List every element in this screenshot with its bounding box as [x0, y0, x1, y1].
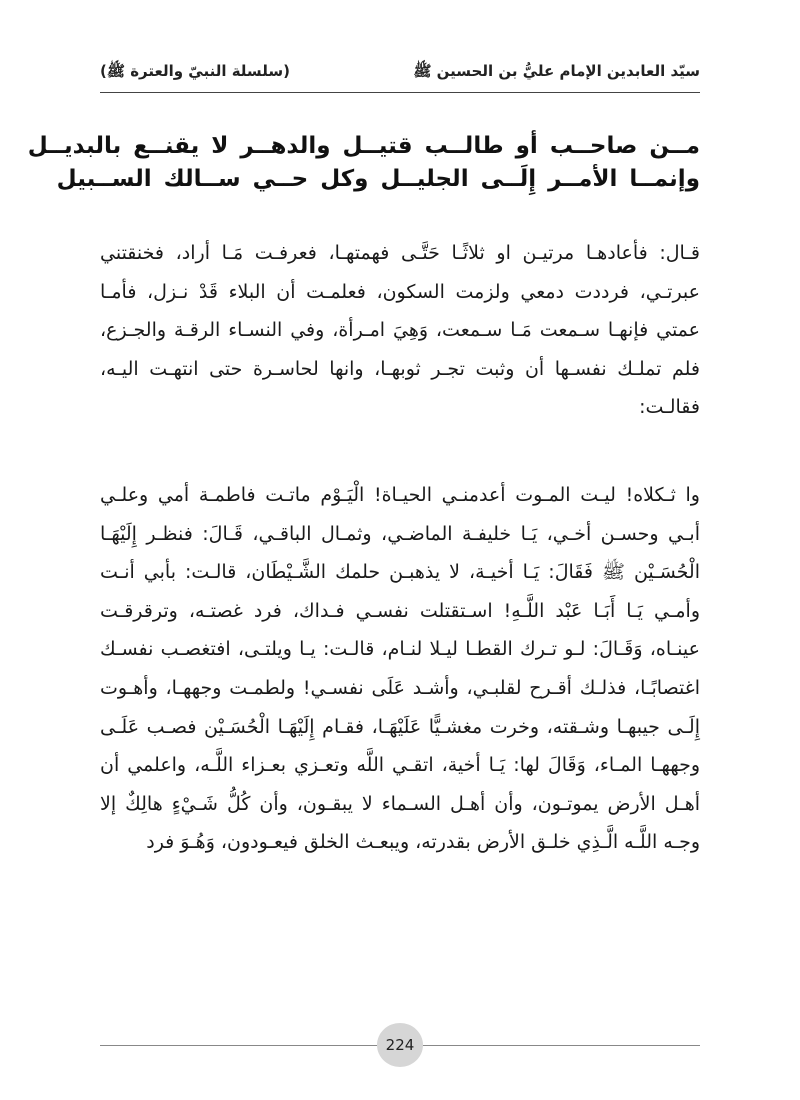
poem-line-1: مــن صاحــب أو طالــب قتيــل والدهــر لا يقنــع بالبديــل — [27, 133, 700, 159]
paragraph-text: قـال: فأعادهـا مرتيـن او ثلاثًـا حَتَّـى فهمتهـا، فعرفـت مَـا أراد، فخنقتني عبرتـي، فرددت دمعي ولزمت السكون، فعلمـت أن البلاء قَدْ نـزل، فأمـا عمتي فإنهـا سـمعت مَـا سـمعت، وَهِيَ امـرأة، وفي النسـاء الرقـة والجـزع، فلم تملـك نفسـها أن وثبت تجـر ثوبهـا، وانها لحاسـرة حتى انتهـت اليـه، فقالـت: — [100, 242, 700, 419]
poem-verses — [27, 130, 700, 196]
paragraph-2 — [100, 476, 700, 862]
page-number-badge: 224 — [377, 1023, 423, 1067]
poem-line-2: وإنمــا الأمــر إِلَــى الجليــل وكل حــي ســالك الســبيل — [56, 166, 700, 192]
book-title: سيّد العابدين الإمام عليُّ بن الحسين ﷺ — [413, 62, 700, 80]
running-header — [100, 56, 700, 90]
paragraph-1 — [100, 234, 700, 427]
paragraph-text: وا ثـكلاه! ليـت المـوت أعدمنـي الحيـاة! الْيَـوْم ماتـت فاطمـة أمي وعلـي أبـي وحسـن أخـي، يَـا خليفـة الماضـي، وثمـال الباقـي، قَـالَ: فنظـر إِلَيْهَـا الْحُسَـيْن ﷺ فَقَالَ: يَـا أخيـة، لا يذهبـن حلمك الشَّـيْطَان، قالـت: بأبي أنـت وأمـي يَـا أَبَـا عَبْد اللَّـهِ! اسـتقتلت نفسـي فـداك، فرد غصتـه، وترقرقـت عينـاه، وَقَـالَ: لـو تـرك القطـا ليـلا لنـام، قالـت: يـا ويلتـى، افتغصـب نفسـك اغتصابًـا، فذلـك أقـرح لقلبـي، وأشـد عَلَى نفسـي! ولطمـت وجههـا، وأهـوت إِلَـى جيبهـا وشـقته، وخرت مغشـيًّا عَلَيْهَـا، فقـام إِلَيْهَـا الْحُسَـيْن فصـب عَلَـى وجههـا المـاء، وَقَالَ لها: يَـا أخية، اتقـي اللَّه وتعـزي بعـزاء اللَّـه، واعلمي أن أهـل الأرض يموتـون، وأن أهـل السـماء لا يبقـون، وأن كُلُّ شَـيْءٍ هالِكٌ إلا وجـه اللَّـه الَّـذِي خلـق الأرض بقدرته، ويبعـث الخلق فيعـودون، وَهُـوَ فرد — [100, 484, 700, 854]
header-divider — [100, 92, 700, 93]
footer-divider-right — [423, 1045, 700, 1046]
footer-divider-left — [100, 1045, 377, 1046]
series-title: (سلسلة النبيّ والعترة ﷺ) — [100, 62, 290, 80]
